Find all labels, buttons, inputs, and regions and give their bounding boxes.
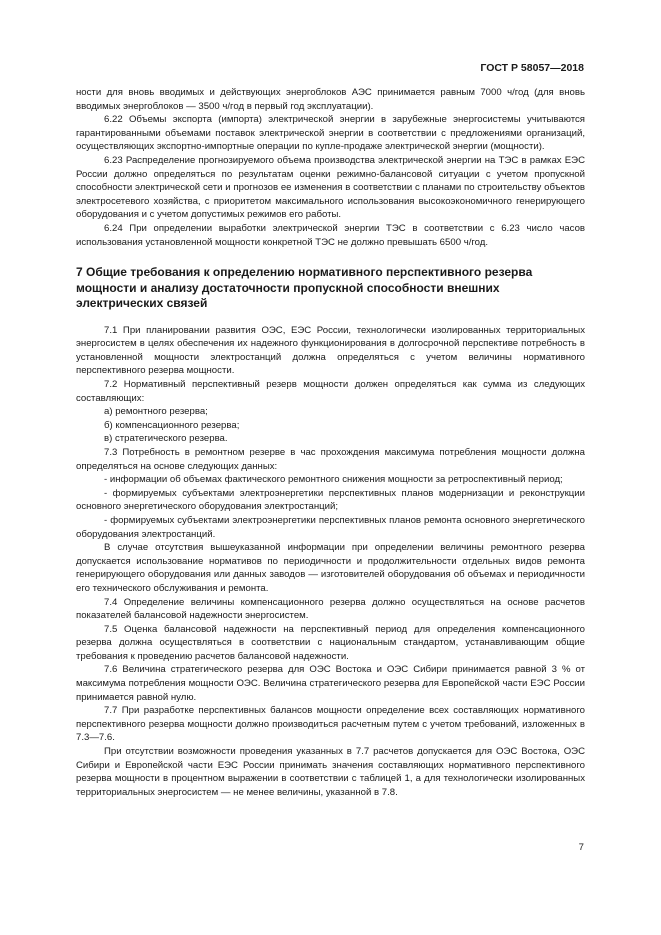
- paragraph-missing-info: В случае отсутствия вышеуказанной информации при определении величины ремонтного резерва допускается использование нормативов по периодичности и продолжительности отдельных видов ремонта генерирующего оборудования или данных заводов — изготовителей оборудования об объемах и периодичности его технического обслуживания и ремонта.: [76, 542, 585, 594]
- paragraph-6-22: 6.22 Объемы экспорта (импорта) электрической энергии в зарубежные энергосистемы учитываются гарантированными объемами поставок электрической энергии в соответствии с предложениями организаций, осуществляющих экспортно-импортные операции по купле-продаже электрической энергии (мощности).: [76, 114, 585, 153]
- paragraph-no-calculation: При отсутствии возможности проведения указанных в 7.7 расчетов допускается для ОЭС Востока, ОЭС Сибири и Европейской части ЕЭС России принимать значения составляющих нормативного перспективного резерва мощности в процентном выражении в соответствии с таблицей 1, а для технологически изолированных территориальных энергосистем — не менее величины, указанной в 7.8.: [76, 746, 585, 798]
- paragraph-7-1: 7.1 При планировании развития ОЭС, ЕЭС России, технологически изолированных территориальных энергосистем в целях обеспечения их надежного функционирования в долгосрочной перспективе потребность в установленной мощности электростанций должна определяться с учетом величины нормативного перспективного резерва мощности.: [76, 324, 585, 377]
- page-number: 7: [578, 842, 584, 853]
- paragraph-continuation: ности для вновь вводимых и действующих энергоблоков АЭС принимается равным 7000 ч/год (для вновь вводимых энергоблоков — 3500 ч/год в первый год эксплуатации).: [76, 87, 585, 112]
- paragraph-7-5: 7.5 Оценка балансовой надежности на перспективный период для определения компенсационного резерва должна осуществляться в соответствии с национальным стандартом, устанавливающим общие требования к проведению расчетов балансовой надежности.: [76, 623, 585, 662]
- document-body: [76, 86, 585, 799]
- paragraph-6-24: 6.24 При определении выработки электрической энергии ТЭС в соответствии с 6.23 число часов использования установленной мощности конкретной ТЭС не должно превышать 6500 ч/год.: [76, 222, 585, 248]
- paragraph-7-2: 7.2 Нормативный перспективный резерв мощности должен определяться как сумма из следующих составляющих:: [76, 379, 585, 404]
- list-item-modernization-plans: - формируемых субъектами электроэнергетики перспективных планов модернизации и реконструкции основного энергетического оборудования электростанций;: [76, 487, 585, 513]
- paragraph-7-4: 7.4 Определение величины компенсационного резерва должно осуществляться на основе расчетов показателей балансовой надежности энергосистем.: [76, 596, 585, 622]
- paragraph-7-3: 7.3 Потребность в ремонтном резерве в час прохождения максимума потребления мощности должна определяться на основе следующих данных:: [76, 446, 585, 472]
- paragraph-7-6: 7.6 Величина стратегического резерва для ОЭС Востока и ОЭС Сибири принимается равной 3 % от максимума потребления мощности ОЭС. Величина стратегического резерва для Европейской части ЕЭС России принимается равной нулю.: [76, 664, 585, 703]
- paragraph-7-7: 7.7 При разработке перспективных балансов мощности определение всех составляющих нормативного перспективного резерва мощности должно производиться расчетным путем с учетом требований, изложенных в 7.3—7.6.: [76, 705, 585, 744]
- list-item-strategic-reserve: в) стратегического резерва.: [104, 433, 228, 445]
- list-item-repair-reserve: а) ремонтного резерва;: [104, 406, 208, 418]
- list-item-retrospective-data: - информации об объемах фактического ремонтного снижения мощности за ретроспективный период;: [104, 474, 563, 486]
- section-heading-7: 7 Общие требования к определению нормативного перспективного резерва мощности и анализу достаточности пропускной способности внешних электрических связей: [76, 265, 533, 311]
- list-item-repair-plans: - формируемых субъектами электроэнергетики перспективных планов ремонта основного энергетического оборудования электростанций.: [76, 514, 585, 540]
- list-item-compensation-reserve: б) компенсационного резерва;: [104, 419, 240, 431]
- document-code: ГОСТ Р 58057—2018: [480, 62, 584, 74]
- paragraph-6-23: 6.23 Распределение прогнозируемого объема производства электрической энергии на ТЭС в рамках ЕЭС России должно определяться по результатам оценки режимно-балансовой ситуации с учетом пропускной способности электрической сети и прогнозов ее изменения в соответствии с планами по строительству объектов электросетевого хозяйства, с приоритетом максимального использования высокоэкономичного генерирующего оборудования и с учетом допустимых режимов его работы.: [76, 154, 585, 221]
